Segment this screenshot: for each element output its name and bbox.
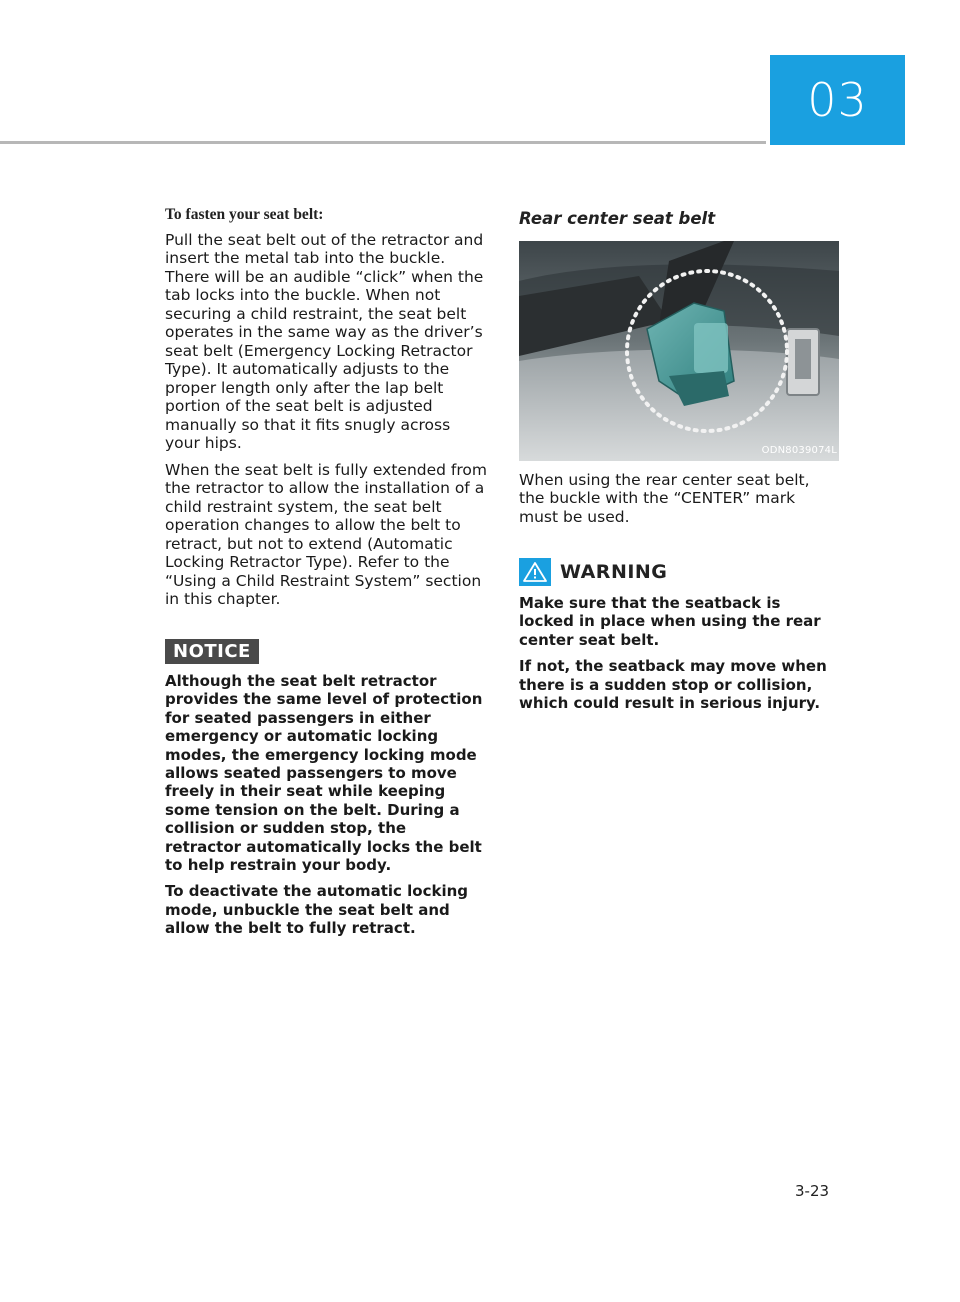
- left-column: [165, 206, 487, 946]
- photo-code: ODN8039074L: [761, 445, 837, 456]
- rear-center-paragraph: When using the rear center seat belt, the buckle with the “CENTER” mark must be used.: [519, 470, 810, 526]
- fasten-paragraph-2: When the seat belt is fully extended from the retractor to allow the installation of a child restraint system, the seat belt operation changes to allow the belt to retract, but not to extend (Automatic Locking Retractor Type). Refer to the “Using a Child Restraint System” section in this chapter.: [165, 460, 487, 608]
- right-column: [519, 206, 839, 720]
- fasten-subheading: To fasten your seat belt:: [165, 206, 324, 223]
- warning-label: WARNING: [560, 560, 668, 583]
- notice-paragraph-2: To deactivate the automatic locking mode, unbuckle the seat belt and allow the belt to fully retract.: [165, 882, 469, 938]
- warning-paragraph-1: Make sure that the seatback is locked in place when using the rear center seat belt.: [519, 594, 821, 649]
- warning-triangle-icon: [519, 558, 551, 586]
- fasten-paragraph-1: Pull the seat belt out of the retractor and insert the metal tab into the buckle. There will be an audible “click” when the tab locks into the buckle. When not securing a child restraint, the seat belt operates in the same way as the driver’s seat belt (Emergency Locking Retractor Type). It automatically adjusts to the proper length only after the lap belt portion of the seat belt is adjusted manually so that it fits snugly across your hips.: [165, 230, 484, 452]
- seat-belt-buckle-illustration: [519, 241, 839, 461]
- page-number: 3-23: [795, 1182, 830, 1200]
- header-rule: [0, 141, 766, 144]
- rear-center-title: Rear center seat belt: [519, 209, 716, 228]
- notice-badge: NOTICE: [165, 639, 259, 665]
- warning-paragraph-2: If not, the seatback may move when there is a sudden stop or collision, which could result in serious injury.: [519, 657, 827, 713]
- chapter-tab: 03: [770, 55, 905, 145]
- notice-paragraph-1: Although the seat belt retractor provides the same level of protection for seated passengers in either emergency or automatic locking modes, the emergency locking mode allows seated passengers to move freely in their seat while keeping some tension on the belt. During a collision or sudden stop, the retractor automatically locks the belt to help restrain your body.: [165, 672, 483, 875]
- seat-belt-buckle-photo: [519, 241, 839, 461]
- warning-header: [519, 558, 839, 586]
